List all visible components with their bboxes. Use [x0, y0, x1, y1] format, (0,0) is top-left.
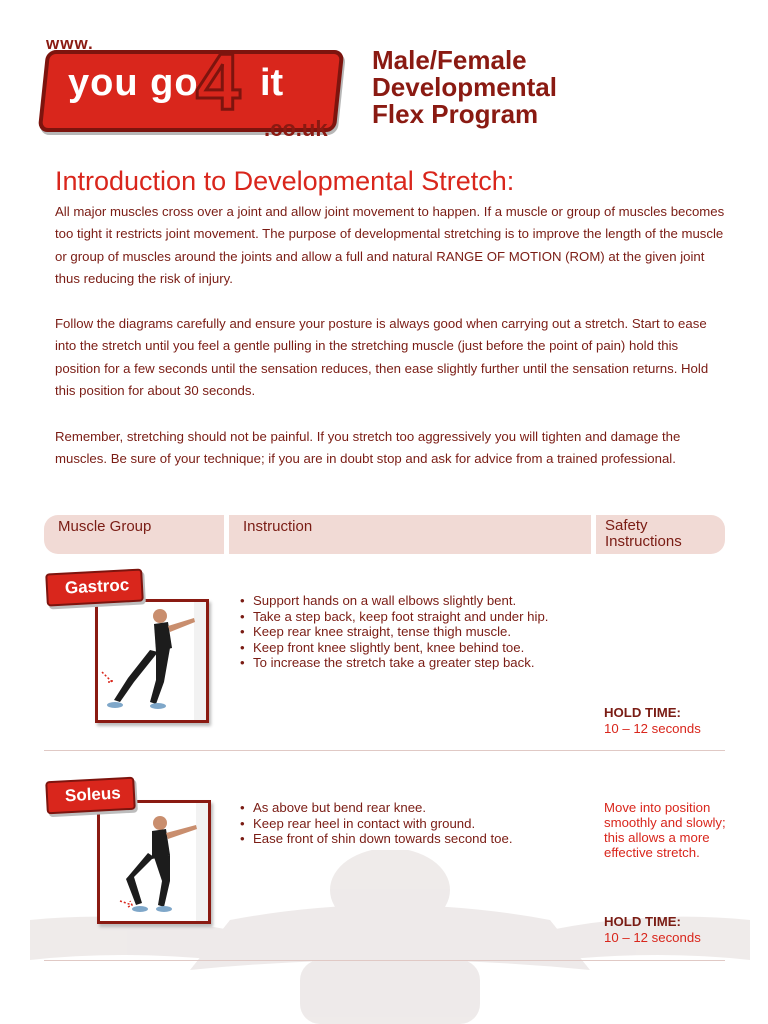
- instruction-item: • Keep rear knee straight, tense thigh muscle.: [240, 624, 585, 640]
- intro-paragraph: Follow the diagrams carefully and ensure your posture is always good when carrying out a stretch. Start to ease into the stretch until you feel a gentle pulling in the stretching muscle (just before the point of pain) hold this position for a few seconds until the sensation reduces, then ease slightly further until the sensation returns. Hold this position for about 30 seconds.: [55, 316, 709, 399]
- program-title-line: Developmental: [372, 72, 557, 102]
- hold-time-value: 10 – 12 seconds: [604, 929, 701, 945]
- logo-www: www.: [46, 34, 94, 53]
- gastroc-stretch-image: [95, 599, 209, 723]
- instruction-item: • Keep rear heel in contact with ground.: [240, 816, 585, 832]
- instruction-item: • Ease front of shin down towards second toe.: [240, 831, 585, 847]
- logo-you-go: you go: [68, 62, 199, 104]
- person-stretching-icon: [100, 803, 208, 921]
- intro-heading: Introduction to Developmental Stretch:: [55, 166, 515, 196]
- soleus-safety-instruction: Move into position smoothly and slowly; this allows a more effective stretch.: [604, 800, 726, 860]
- intro-paragraph: All major muscles cross over a joint and allow joint movement to happen. If a muscle or group of muscles becomes too tight it restricts joint movement. The purpose of developmental stretching is to improve the length of the muscle or group of muscles around the joints and allow a full and natural RANGE OF MOTION (ROM) at the given joint thus reducing the risk of injury.: [55, 204, 725, 287]
- row-divider: [44, 750, 725, 751]
- instruction-item: • Support hands on a wall elbows slightly bent.: [240, 593, 585, 609]
- gastroc-hold-time: [604, 705, 701, 736]
- column-header-safety: Safety Instructions: [596, 515, 725, 554]
- instruction-item: • To increase the stretch take a greater step back.: [240, 655, 585, 671]
- hold-time-label: HOLD TIME:: [604, 914, 681, 929]
- muscle-tag-soleus: Soleus: [45, 777, 135, 815]
- intro-paragraph: Remember, stretching should not be painful. If you stretch too aggressively you will tighten and damage the muscles. Be sure of your technique; if you are in doubt stop and ask for advice from a trained professional.: [55, 429, 681, 467]
- logo-four: 4: [196, 37, 241, 126]
- instruction-item: • Keep front knee slightly bent, knee behind toe.: [240, 640, 585, 656]
- hold-time-value: 10 – 12 seconds: [604, 720, 701, 736]
- program-title-line: Flex Program: [372, 99, 539, 129]
- instruction-item: • As above but bend rear knee.: [240, 800, 585, 816]
- hold-time-label: HOLD TIME:: [604, 705, 681, 720]
- program-title: [372, 47, 672, 128]
- column-header-muscle-group: Muscle Group: [44, 515, 224, 554]
- person-stretching-icon: [98, 602, 206, 720]
- gastroc-instructions: [240, 593, 585, 671]
- logo-it: it: [260, 62, 284, 104]
- row-divider: [44, 960, 725, 961]
- brand-logo[interactable]: [38, 34, 348, 144]
- column-header-instruction: Instruction: [229, 515, 591, 554]
- logo-domain: .co.uk: [264, 116, 328, 141]
- soleus-hold-time: [604, 914, 701, 945]
- program-title-line: Male/Female: [372, 45, 527, 75]
- soleus-instructions: [240, 800, 585, 847]
- muscle-tag-gastroc: Gastroc: [45, 568, 144, 606]
- instruction-item: • Take a step back, keep foot straight and under hip.: [240, 609, 585, 625]
- soleus-stretch-image: [97, 800, 211, 924]
